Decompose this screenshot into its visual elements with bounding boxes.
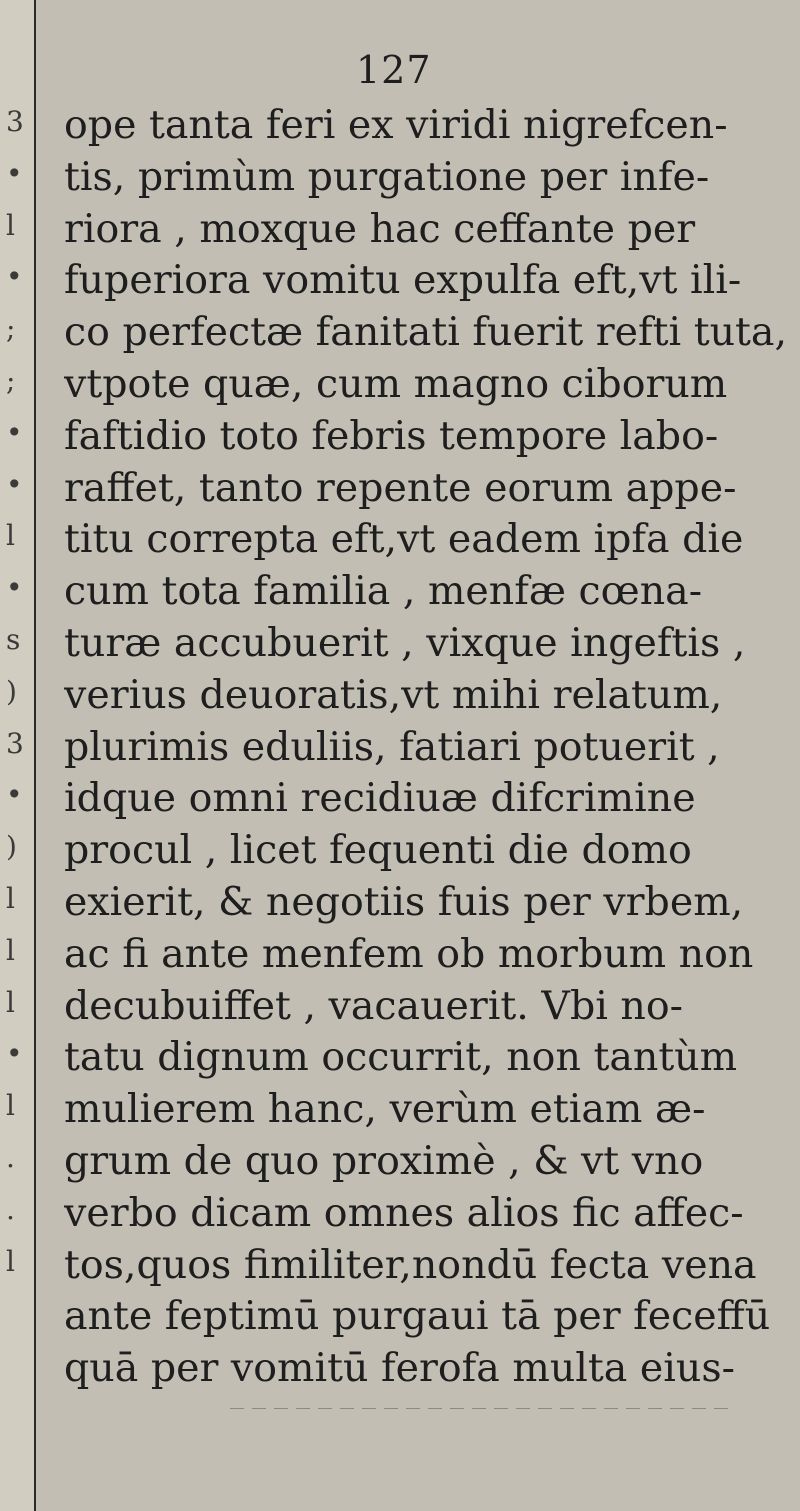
- margin-mark: l: [6, 1089, 15, 1123]
- margin-mark: l: [6, 933, 15, 967]
- margin-mark: •: [6, 260, 23, 294]
- text-line: ante feptimū purgaui tā per feceffū: [64, 1293, 771, 1340]
- text-line: tatu dignum occurrit, non tantùm: [64, 1034, 738, 1081]
- text-line: vtpote quæ, cum magno ciborum: [64, 360, 728, 407]
- margin-mark: l: [6, 881, 15, 915]
- page-number: 127: [356, 48, 432, 92]
- bottom-smudge: [230, 1408, 730, 1409]
- text-line: tos,quos fimiliter,nondū fecta vena: [64, 1241, 757, 1288]
- text-line: tis, primùm purgatione per infe-: [64, 153, 710, 200]
- margin-mark: 3: [6, 726, 24, 760]
- margin-mark: ;: [6, 363, 16, 397]
- margin-mark: .: [6, 1140, 15, 1174]
- text-line: grum de quo proximè , & vt vno: [64, 1137, 704, 1184]
- margin-mark: ): [6, 830, 17, 864]
- gutter-line: [34, 0, 36, 1511]
- body-text: [64, 100, 796, 1395]
- text-line: idque omni recidiuæ difcrimine: [64, 775, 696, 822]
- text-line: plurimis eduliis, fatiari potuerit ,: [64, 723, 720, 770]
- text-line: mulierem hanc, verùm etiam æ-: [64, 1086, 706, 1133]
- text-line: faftidio toto febris tempore labo-: [64, 412, 719, 459]
- margin-mark: l: [6, 519, 15, 553]
- margin-mark: 3: [6, 105, 24, 138]
- margin-mark: •: [6, 156, 23, 190]
- margin-mark: l: [6, 208, 15, 242]
- text-line: ac fi ante menfem ob morbum non: [64, 930, 754, 977]
- text-line: riora , moxque hac ceffante per: [64, 205, 696, 252]
- text-line: verbo dicam omnes alios fic affec-: [64, 1189, 744, 1236]
- margin-mark: •: [6, 467, 23, 501]
- margin-mark: •: [6, 778, 23, 812]
- text-line: quā per vomitū ferofa multa eius-: [64, 1345, 735, 1392]
- text-line: verius deuoratis,vt mihi relatum,: [64, 671, 723, 718]
- text-line: exierit, & negotiis fuis per vrbem,: [64, 878, 744, 925]
- margin-mark: s: [6, 622, 21, 656]
- text-line: raffet, tanto repente eorum appe-: [64, 464, 737, 511]
- margin-mark: ;: [6, 312, 16, 346]
- margin-mark: •: [6, 1037, 23, 1071]
- margin-mark: ): [6, 674, 17, 708]
- margin-mark: l: [6, 985, 15, 1019]
- margin-mark: •: [6, 415, 23, 449]
- text-line: turæ accubuerit , vixque ingeftis ,: [64, 619, 746, 666]
- margin-mark: .: [6, 1192, 15, 1226]
- facing-page-margin-marks: [6, 96, 28, 1326]
- text-line: decubuiffet , vacauerit. Vbi no-: [64, 982, 683, 1029]
- text-line: co perfectæ fanitati fuerit refti tuta,: [64, 309, 788, 356]
- text-line: titu correpta eft,vt eadem ipfa die: [64, 516, 744, 563]
- text-line: fuperiora vomitu expulfa eft,vt ili-: [64, 257, 742, 304]
- text-line: procul , licet fequenti die domo: [64, 827, 692, 874]
- margin-mark: l: [6, 1244, 15, 1278]
- margin-mark: •: [6, 571, 23, 605]
- text-line: ope tanta feri ex viridi nigrefcen-: [64, 102, 728, 148]
- text-line: cum tota familia , menfæ cœna-: [64, 568, 703, 615]
